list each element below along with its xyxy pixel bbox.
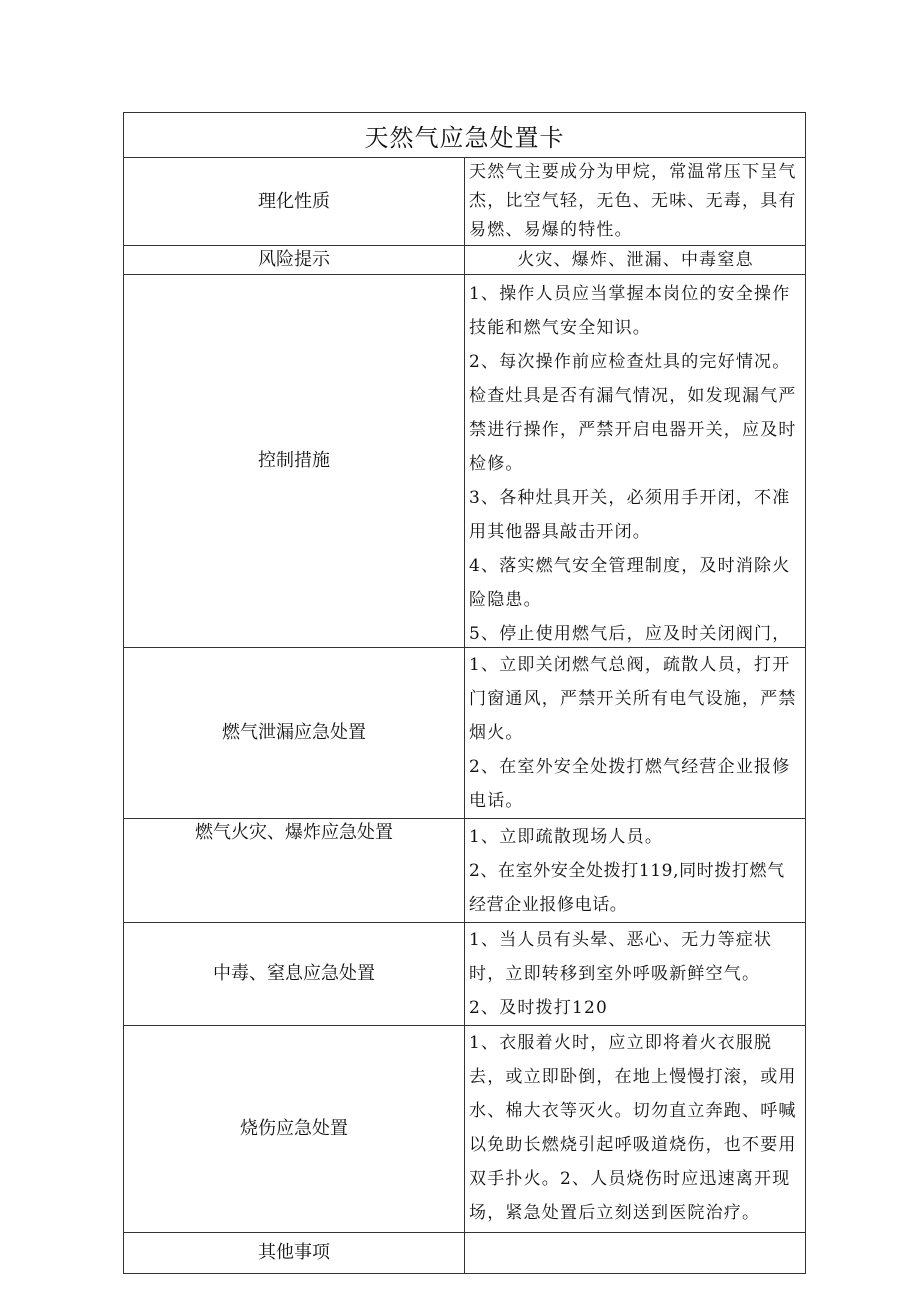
properties-content	[465, 158, 806, 246]
control-line-1: 1、操作人员应当掌握本岗位的安全操作技能和燃气安全知识。	[469, 284, 791, 338]
fire-line-2: 2、在室外安全处拨打119,同时拨打燃气经营企业报修电话。	[469, 861, 785, 915]
poison-line-2: 2、及时拨打120	[469, 998, 609, 1018]
other-label: 其他事项	[124, 1233, 465, 1274]
properties-label: 理化性质	[124, 158, 465, 246]
control-line-4: 4、落实燃气安全管理制度，及时消除火险隐患。	[469, 556, 791, 610]
leak-line-1: 1、立即关闭燃气总阀，疏散人员，打开门窗通风，严禁开关所有电气设施，严禁烟火。	[469, 655, 797, 743]
control-line-3: 3、各种灶具开关，必须用手开闭，不准用其他器具敲击开闭。	[469, 488, 791, 542]
risk-line-1: 火灾、爆炸、泄漏、中毒窒息	[517, 250, 754, 270]
poison-content	[465, 923, 806, 1026]
control-content	[465, 275, 806, 648]
control-line-5: 5、停止使用燃气后，应及时关闭阀门，	[469, 624, 791, 644]
leak-label: 燃气泄漏应急处置	[124, 648, 465, 819]
leak-content	[465, 648, 806, 819]
fire-label: 燃气火灾、爆炸应急处置	[124, 819, 465, 923]
fire-content	[465, 819, 806, 923]
risk-content	[465, 246, 806, 275]
burn-content	[465, 1026, 806, 1233]
card-title: 天然气应急处置卡	[124, 113, 806, 158]
emergency-card-table	[123, 112, 806, 1274]
control-line-2: 2、每次操作前应检查灶具的完好情况。检查灶具是否有漏气情况，如发现漏气严禁进行操作，严禁开启电器开关，应及时检修。	[469, 352, 797, 474]
burn-line-1: 1、衣服着火时，应立即将着火衣服脱去，或立即卧倒，在地上慢慢打滚，或用水、棉大衣等灭火。切勿直立奔跑、呼喊以免助长燃烧引起呼吸道烧伤，也不要用双手扑火。2、人员烧伤时应迅速离开现场，紧急处置后立刻送到医院治疗。	[469, 1033, 797, 1223]
burn-label: 烧伤应急处置	[124, 1026, 465, 1233]
leak-line-2: 2、在室外安全处拨打燃气经营企业报修电话。	[469, 757, 791, 811]
poison-line-1: 1、当人员有头晕、恶心、无力等症状时，立即转移到室外呼吸新鲜空气。	[469, 930, 773, 984]
other-content	[465, 1233, 806, 1274]
properties-line-1: 天然气主要成分为甲烷，常温常压下呈气杰，比空气轻，无色、无味、无毒，具有易燃、易爆的特性。	[469, 162, 797, 240]
control-label: 控制措施	[124, 275, 465, 648]
risk-label: 风险提示	[124, 246, 465, 275]
poison-label: 中毒、窒息应急处置	[124, 923, 465, 1026]
fire-line-1: 1、立即疏散现场人员。	[469, 827, 664, 847]
